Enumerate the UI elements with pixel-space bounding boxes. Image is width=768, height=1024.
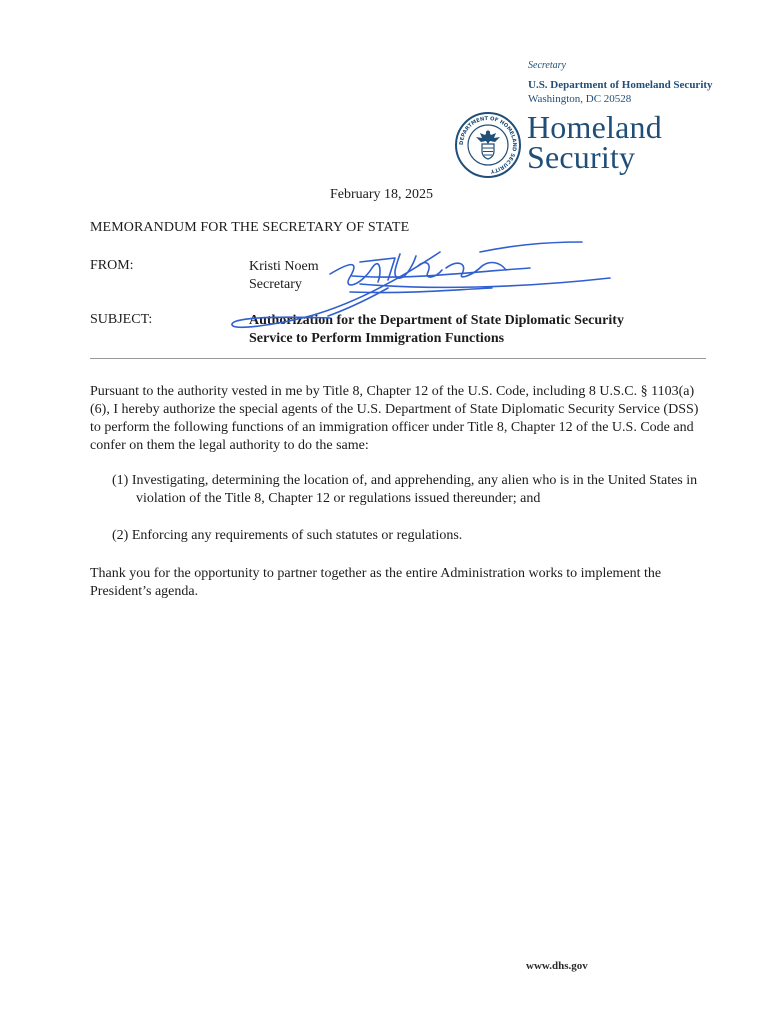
list-item: (2) Enforcing any requirements of such statutes or regulations.	[112, 528, 463, 543]
seal-ring-text: DEPARTMENT OF HOMELAND SECURITY	[458, 115, 518, 174]
list-item: (1) Investigating, determining the location of, and apprehending, any alien who is in the United States in violation of the Title 8, Chapter 12 or regulations issued thereunder; and	[112, 473, 698, 506]
subject-line-1: Authorization for the Department of State Diplomatic Security	[249, 313, 624, 328]
memo-date: February 18, 2025	[330, 187, 434, 202]
from-name: Kristi Noem	[249, 259, 319, 274]
memo-recipient-line: MEMORANDUM FOR THE SECRETARY OF STATE	[90, 220, 410, 235]
body-intro-paragraph: Pursuant to the authority vested in me by Title 8, Chapter 12 of the U.S. Code, including 8 U.S.C. § 1103(a)(6), I hereby authorize the special agents of the U.S. Department of State Diplomatic Security Service (DSS) to perform the following functions of an immigration officer under Title 8, Chapter 12 of the U.S. Code and confer on them the legal authority to do the same:	[90, 384, 699, 453]
letterhead-office: Secretary	[528, 60, 566, 71]
dhs-seal-icon	[454, 111, 522, 179]
header-divider	[90, 358, 706, 359]
brand-homeland: Homeland	[527, 109, 662, 145]
from-label: FROM:	[90, 258, 134, 273]
letterhead-address: Washington, DC 20528	[528, 93, 632, 105]
subject-line-2: Service to Perform Immigration Functions	[249, 331, 505, 346]
from-title: Secretary	[249, 277, 302, 292]
subject-label: SUBJECT:	[90, 312, 153, 327]
letterhead-department: U.S. Department of Homeland Security	[528, 79, 713, 91]
brand-security: Security	[527, 139, 636, 175]
footer-url: www.dhs.gov	[526, 960, 588, 972]
closing-paragraph: Thank you for the opportunity to partner together as the entire Administration works to implement the President’s agenda.	[90, 566, 662, 599]
